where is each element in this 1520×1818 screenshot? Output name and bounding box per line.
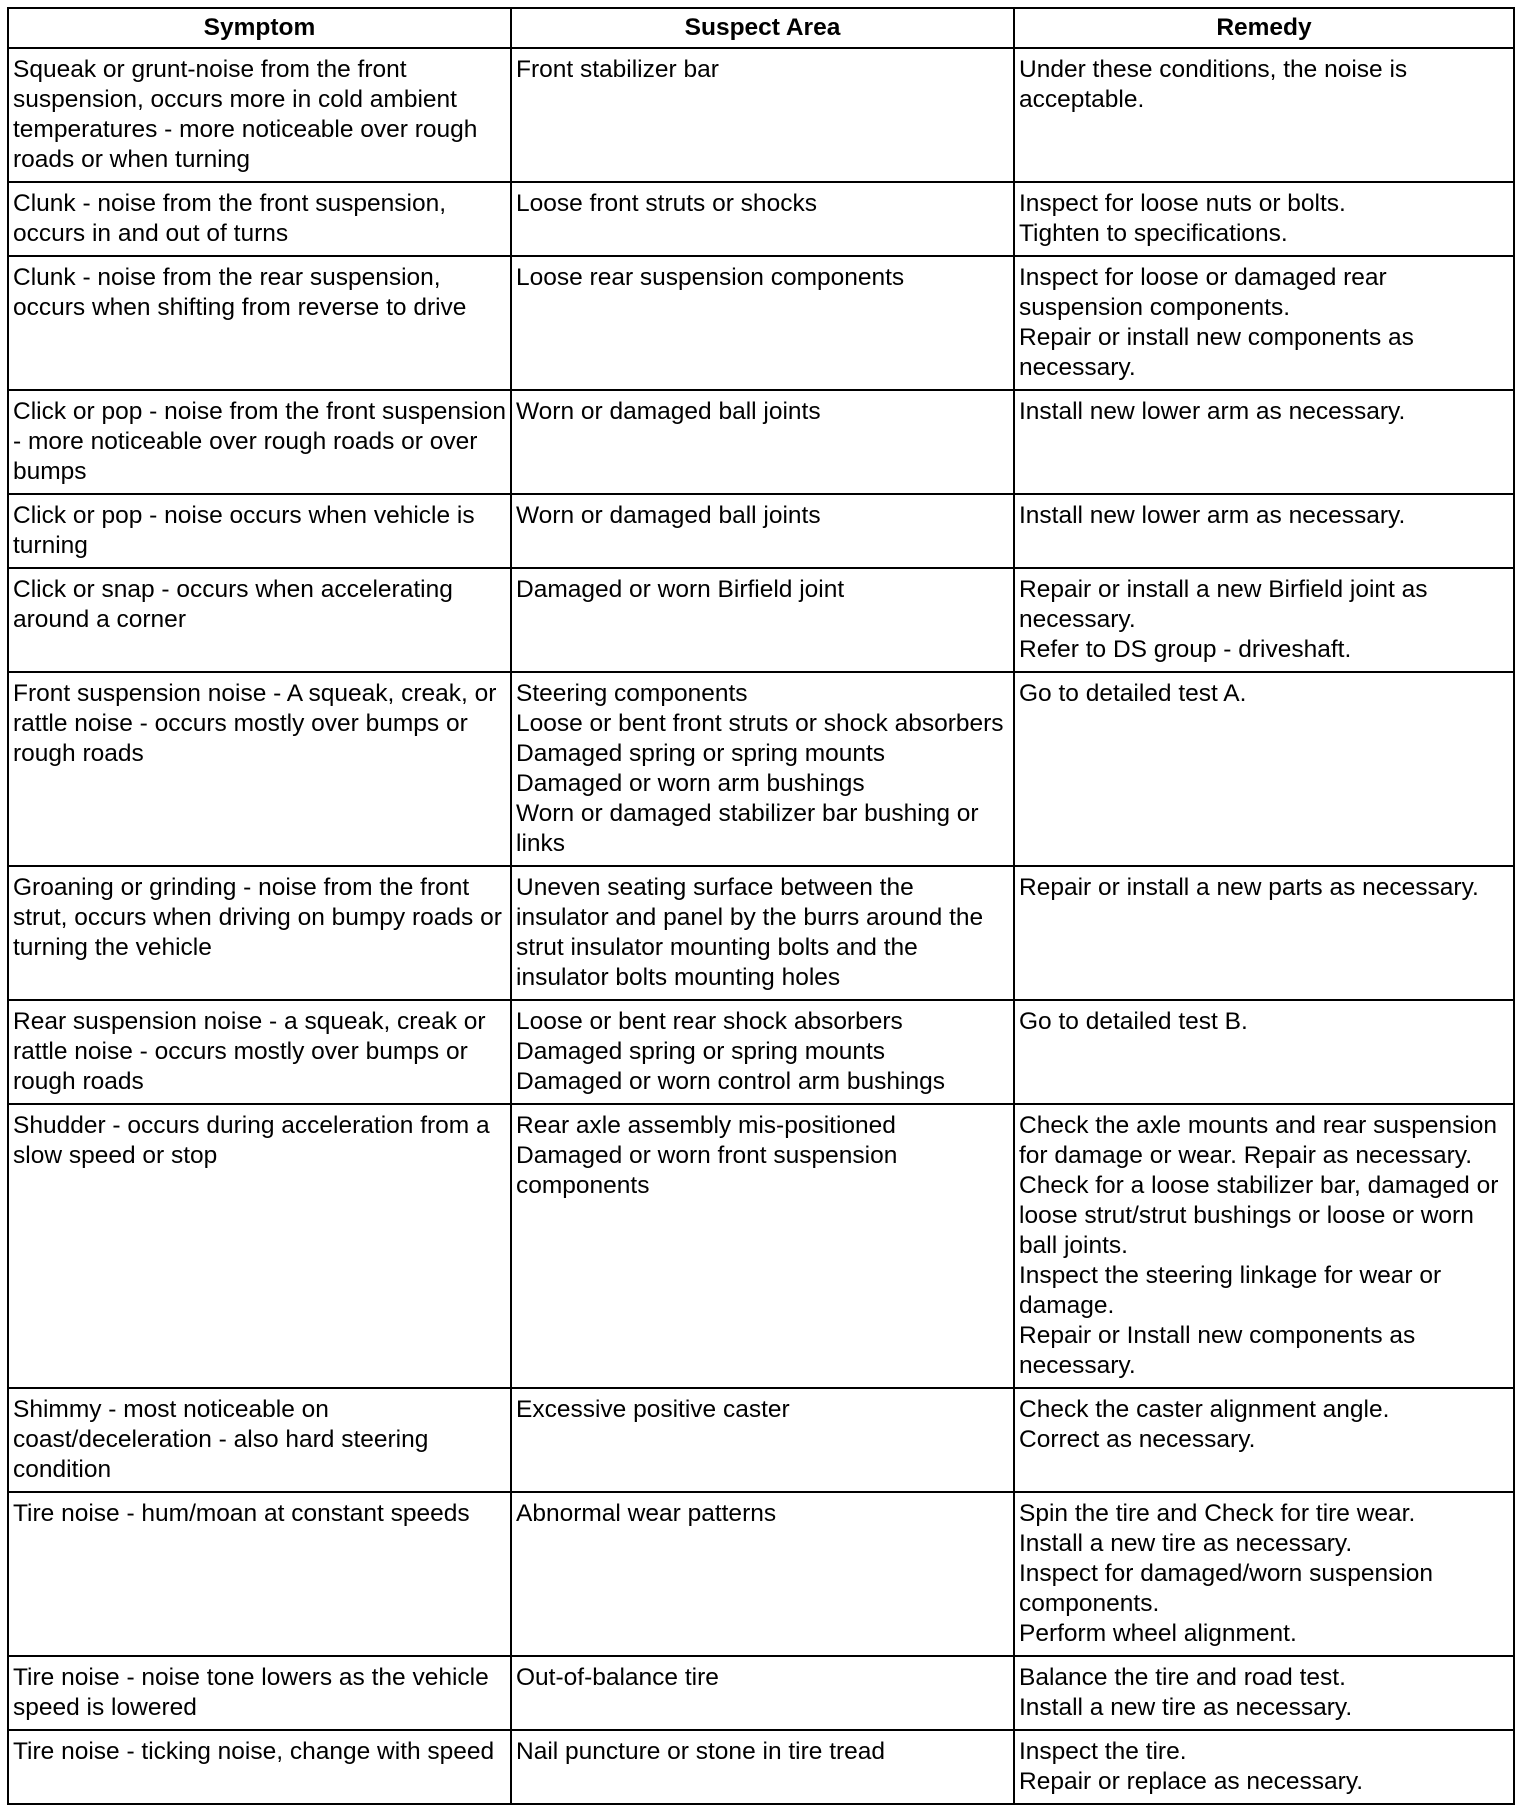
remedy-cell: [1014, 182, 1514, 256]
remedy-cell: [1014, 48, 1514, 182]
suspect-area-cell: [511, 1000, 1014, 1104]
suspect-area-line: Loose front struts or shocks: [516, 190, 817, 217]
symptom-line: Click or snap - occurs when accelerating around a corner: [13, 576, 460, 633]
suspect-area-cell: [511, 494, 1014, 568]
symptom-cell: [8, 390, 511, 494]
symptom-line: Click or pop - noise occurs when vehicle is turning: [13, 502, 482, 559]
table-row: [8, 1730, 1514, 1804]
remedy-line: Under these conditions, the noise is acceptable.: [1019, 56, 1414, 113]
suspect-area-cell: [511, 672, 1014, 866]
header-suspect-area: Suspect Area: [511, 8, 1014, 48]
remedy-line: Check for a loose stabilizer bar, damaged or loose strut/strut bushings or loose or worn ball joints.: [1019, 1172, 1506, 1259]
suspect-area-line: Worn or damaged stabilizer bar bushing or links: [516, 800, 986, 857]
remedy-cell: [1014, 1730, 1514, 1804]
suspect-area-cell: [511, 1104, 1014, 1388]
table-row: [8, 1000, 1514, 1104]
remedy-line: Inspect for damaged/worn suspension components.: [1019, 1560, 1440, 1617]
symptom-line: Front suspension noise - A squeak, creak, or rattle noise - occurs mostly over bumps or rough roads: [13, 680, 504, 767]
suspect-area-line: Steering components: [516, 680, 748, 707]
remedy-line: Go to detailed test B.: [1019, 1008, 1248, 1035]
remedy-line: Balance the tire and road test.: [1019, 1664, 1346, 1691]
symptom-line: Rear suspension noise - a squeak, creak or rattle noise - occurs mostly over bumps or rough roads: [13, 1008, 493, 1095]
suspect-area-line: Worn or damaged ball joints: [516, 398, 821, 425]
remedy-line: Tighten to specifications.: [1019, 220, 1288, 247]
header-symptom: Symptom: [8, 8, 511, 48]
remedy-line: Install a new tire as necessary.: [1019, 1694, 1353, 1721]
table-row: [8, 182, 1514, 256]
symptom-line: Squeak or grunt-noise from the front suspension, occurs more in cold ambient temperatures - more noticeable over rough roads or when turning: [13, 56, 485, 173]
remedy-cell: [1014, 1104, 1514, 1388]
table-row: [8, 1104, 1514, 1388]
symptom-line: Shimmy - most noticeable on coast/deceleration - also hard steering condition: [13, 1396, 436, 1483]
remedy-cell: [1014, 390, 1514, 494]
suspect-area-cell: [511, 390, 1014, 494]
suspect-area-line: Damaged spring or spring mounts: [516, 1038, 886, 1065]
table-row: [8, 568, 1514, 672]
remedy-cell: [1014, 866, 1514, 1000]
remedy-cell: [1014, 1000, 1514, 1104]
suspect-area-cell: [511, 568, 1014, 672]
remedy-cell: [1014, 1388, 1514, 1492]
symptom-cell: [8, 48, 511, 182]
symptom-cell: [8, 1104, 511, 1388]
diagnosis-table: [7, 7, 1515, 1805]
remedy-line: Repair or install a new Birfield joint as necessary.: [1019, 576, 1435, 633]
remedy-line: Inspect for loose nuts or bolts.: [1019, 190, 1346, 217]
suspect-area-line: Damaged or worn Birfield joint: [516, 576, 845, 603]
symptom-cell: [8, 866, 511, 1000]
suspect-area-line: Uneven seating surface between the insulator and panel by the burrs around the strut insulator mounting bolts and the insulator bolts mounting holes: [516, 874, 990, 991]
suspect-area-cell: [511, 1656, 1014, 1730]
remedy-line: Check the axle mounts and rear suspension for damage or wear. Repair as necessary.: [1019, 1112, 1504, 1169]
remedy-line: Install new lower arm as necessary.: [1019, 502, 1406, 529]
remedy-line: Refer to DS group - driveshaft.: [1019, 636, 1352, 663]
table-row: [8, 48, 1514, 182]
remedy-cell: [1014, 672, 1514, 866]
remedy-line: Check the caster alignment angle.: [1019, 1396, 1390, 1423]
remedy-cell: [1014, 1656, 1514, 1730]
symptom-line: Tire noise - hum/moan at constant speeds: [13, 1500, 470, 1527]
header-row: [8, 8, 1514, 48]
remedy-line: Go to detailed test A.: [1019, 680, 1247, 707]
suspect-area-cell: [511, 1730, 1014, 1804]
remedy-line: Perform wheel alignment.: [1019, 1620, 1297, 1647]
remedy-line: Repair or replace as necessary.: [1019, 1768, 1364, 1795]
header-remedy: Remedy: [1014, 8, 1514, 48]
symptom-cell: [8, 672, 511, 866]
symptom-cell: [8, 1000, 511, 1104]
remedy-line: Inspect for loose or damaged rear suspension components.: [1019, 264, 1394, 321]
suspect-area-cell: [511, 48, 1014, 182]
symptom-cell: [8, 1492, 511, 1656]
table-row: [8, 866, 1514, 1000]
symptom-line: Groaning or grinding - noise from the front strut, occurs when driving on bumpy roads or turning the vehicle: [13, 874, 509, 961]
suspect-area-cell: [511, 256, 1014, 390]
suspect-area-cell: [511, 1388, 1014, 1492]
remedy-cell: [1014, 1492, 1514, 1656]
suspect-area-line: Loose rear suspension components: [516, 264, 905, 291]
remedy-cell: [1014, 568, 1514, 672]
symptom-line: Clunk - noise from the rear suspension, occurs when shifting from reverse to drive: [13, 264, 467, 321]
suspect-area-line: Nail puncture or stone in tire tread: [516, 1738, 886, 1765]
suspect-area-line: Loose or bent front struts or shock absorbers: [516, 710, 1004, 737]
symptom-cell: [8, 182, 511, 256]
symptom-cell: [8, 1730, 511, 1804]
suspect-area-line: Abnormal wear patterns: [516, 1500, 777, 1527]
symptom-line: Tire noise - ticking noise, change with speed: [13, 1738, 495, 1765]
suspect-area-line: Damaged or worn front suspension components: [516, 1142, 905, 1199]
symptom-line: Clunk - noise from the front suspension, occurs in and out of turns: [13, 190, 453, 247]
symptom-cell: [8, 1656, 511, 1730]
remedy-line: Install a new tire as necessary.: [1019, 1530, 1353, 1557]
suspect-area-line: Worn or damaged ball joints: [516, 502, 821, 529]
table-row: [8, 672, 1514, 866]
table-row: [8, 390, 1514, 494]
table-row: [8, 1656, 1514, 1730]
suspect-area-line: Rear axle assembly mis-positioned: [516, 1112, 896, 1139]
remedy-line: Spin the tire and Check for tire wear.: [1019, 1500, 1416, 1527]
table-row: [8, 256, 1514, 390]
remedy-line: Repair or Install new components as necessary.: [1019, 1322, 1423, 1379]
symptom-cell: [8, 568, 511, 672]
suspect-area-cell: [511, 1492, 1014, 1656]
table-row: [8, 494, 1514, 568]
suspect-area-line: Excessive positive caster: [516, 1396, 790, 1423]
suspect-area-line: Damaged or worn arm bushings: [516, 770, 865, 797]
remedy-line: Inspect the tire.: [1019, 1738, 1187, 1765]
suspect-area-line: Out-of-balance tire: [516, 1664, 719, 1691]
symptom-line: Shudder - occurs during acceleration from a slow speed or stop: [13, 1112, 497, 1169]
symptom-line: Tire noise - noise tone lowers as the vehicle speed is lowered: [13, 1664, 496, 1721]
remedy-line: Inspect the steering linkage for wear or damage.: [1019, 1262, 1448, 1319]
symptom-cell: [8, 494, 511, 568]
suspect-area-cell: [511, 866, 1014, 1000]
table-row: [8, 1492, 1514, 1656]
remedy-line: Repair or install a new parts as necessary.: [1019, 874, 1479, 901]
remedy-line: Correct as necessary.: [1019, 1426, 1256, 1453]
table-body: [8, 48, 1514, 1804]
remedy-line: Repair or install new components as necessary.: [1019, 324, 1421, 381]
symptom-line: Click or pop - noise from the front suspension - more noticeable over rough roads or over bumps: [13, 398, 513, 485]
suspect-area-line: Damaged or worn control arm bushings: [516, 1068, 945, 1095]
symptom-cell: [8, 256, 511, 390]
table-row: [8, 1388, 1514, 1492]
symptom-cell: [8, 1388, 511, 1492]
suspect-area-cell: [511, 182, 1014, 256]
remedy-cell: [1014, 494, 1514, 568]
remedy-line: Install new lower arm as necessary.: [1019, 398, 1406, 425]
remedy-cell: [1014, 256, 1514, 390]
suspect-area-line: Loose or bent rear shock absorbers: [516, 1008, 903, 1035]
suspect-area-line: Damaged spring or spring mounts: [516, 740, 886, 767]
suspect-area-line: Front stabilizer bar: [516, 56, 719, 83]
